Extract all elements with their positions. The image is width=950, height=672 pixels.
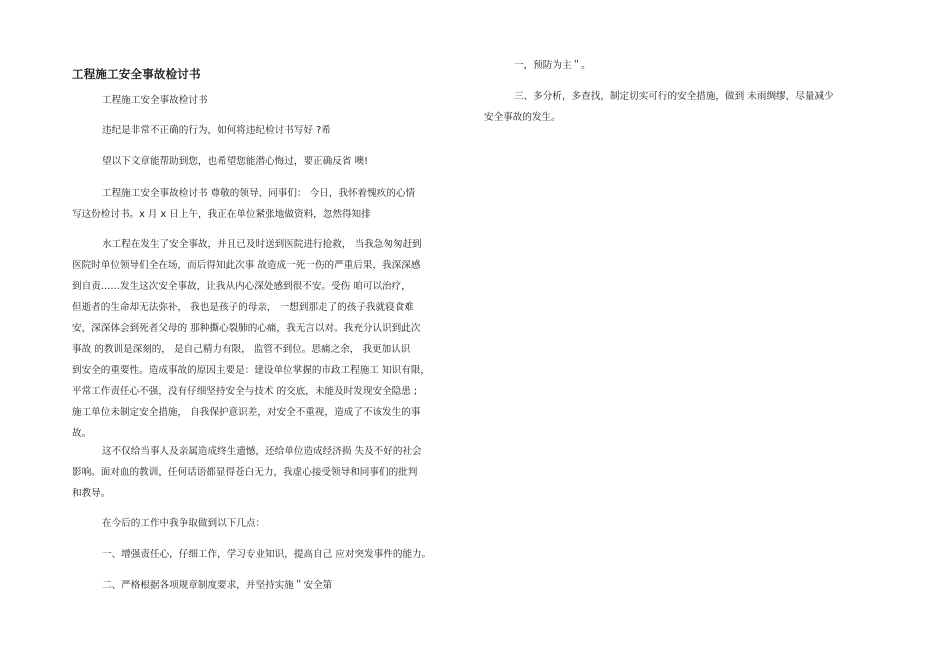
text-line: 这不仅给当事人及亲属造成终生遗憾，还给单位造成经济损 失及不好的社会 bbox=[102, 446, 422, 457]
text-line: 到安全的重要性。造成事故的原因主要是：建设单位掌握的市政工程施工 知识有限， bbox=[72, 365, 431, 376]
document-title: 工程施工安全事故检讨书 bbox=[72, 67, 201, 81]
left-paragraph-6 bbox=[72, 441, 422, 504]
text-line: 工程施工安全事故检讨书 尊敬的领导、同事们： 今日，我怀着愧疚的心情 bbox=[102, 188, 416, 199]
text-line: 医院时单位领导们全在场，而后得知此次事 故造成一死一伤的严重后果，我深深感 bbox=[72, 260, 421, 271]
text-line: 水工程在发生了安全事故，并且已及时送到医院进行抢救， 当我急匆匆赶到 bbox=[102, 239, 422, 250]
text-line: 写这份检讨书。x 月 x 日上午，我正在单位紧张地做资料，忽然得知排 bbox=[72, 209, 371, 220]
left-paragraph-2 bbox=[102, 120, 331, 141]
left-paragraph-1 bbox=[102, 90, 208, 111]
text-line: 二、严格根据各项规章制度要求，并坚持实施＂安全第 bbox=[102, 580, 333, 591]
left-paragraph-5 bbox=[72, 234, 430, 444]
left-paragraph-8 bbox=[102, 544, 431, 565]
text-line: 施工单位未制定安全措施， 自我保护意识差，对安全不重视，造成了不该发生的事 bbox=[72, 407, 421, 418]
text-line: 一，预防为主＂。 bbox=[514, 60, 591, 71]
text-line: 平常工作责任心不强，没有仔细坚持安全与技术 的交底，未能及时发现安全隐患 ; bbox=[72, 386, 418, 397]
left-paragraph-4 bbox=[72, 183, 415, 225]
text-line: 违纪是非常不正确的行为，如何将违纪检讨书写好 ?希 bbox=[102, 125, 331, 136]
text-line: 安，深深体会到死者父母的 那种撕心裂肺的心痛，我无言以对。我充分认识到此次 bbox=[72, 323, 421, 334]
text-line: 到自责……发生这次安全事故，让我从内心深处感到很不安。受伤 咱可以治疗， bbox=[72, 281, 411, 292]
text-line: 事故 的教训是深刻的， 是自己精力有限， 监管不到位。思痛之余， 我更加认识 bbox=[72, 344, 411, 355]
text-line: 但逝者的生命却无法弥补， 我也是孩子的母亲， 一想到那走了的孩子我就寝食难 bbox=[72, 302, 414, 313]
text-line: 工程施工安全事故检讨书 bbox=[102, 95, 208, 106]
text-line: 一、增强责任心，仔细工作，学习专业知识，提高自己 应对突发事件的能力。 bbox=[102, 549, 432, 560]
text-line: 影响。面对血的教训，任何话语都显得苍白无力，我虚心接受领导和同事们的批判 bbox=[72, 467, 418, 478]
right-paragraph-2 bbox=[484, 86, 834, 128]
text-line: 在今后的工作中我争取做到以下几点： bbox=[102, 518, 266, 529]
text-line: 望以下文章能帮助到您，也希望您能潜心悔过，要正确反省 噢! bbox=[102, 156, 368, 167]
left-paragraph-3 bbox=[102, 151, 368, 172]
text-line: 安全事故的发生。 bbox=[484, 112, 561, 123]
text-line: 和教导。 bbox=[72, 488, 111, 499]
left-paragraph-7 bbox=[102, 513, 265, 534]
right-paragraph-1 bbox=[514, 55, 591, 76]
text-line: 三、多分析，多查找，制定切实可行的安全措施，做到 未雨绸缪，尽量减少 bbox=[514, 91, 834, 102]
text-line: 故。 bbox=[72, 428, 92, 439]
left-paragraph-9 bbox=[102, 575, 332, 596]
